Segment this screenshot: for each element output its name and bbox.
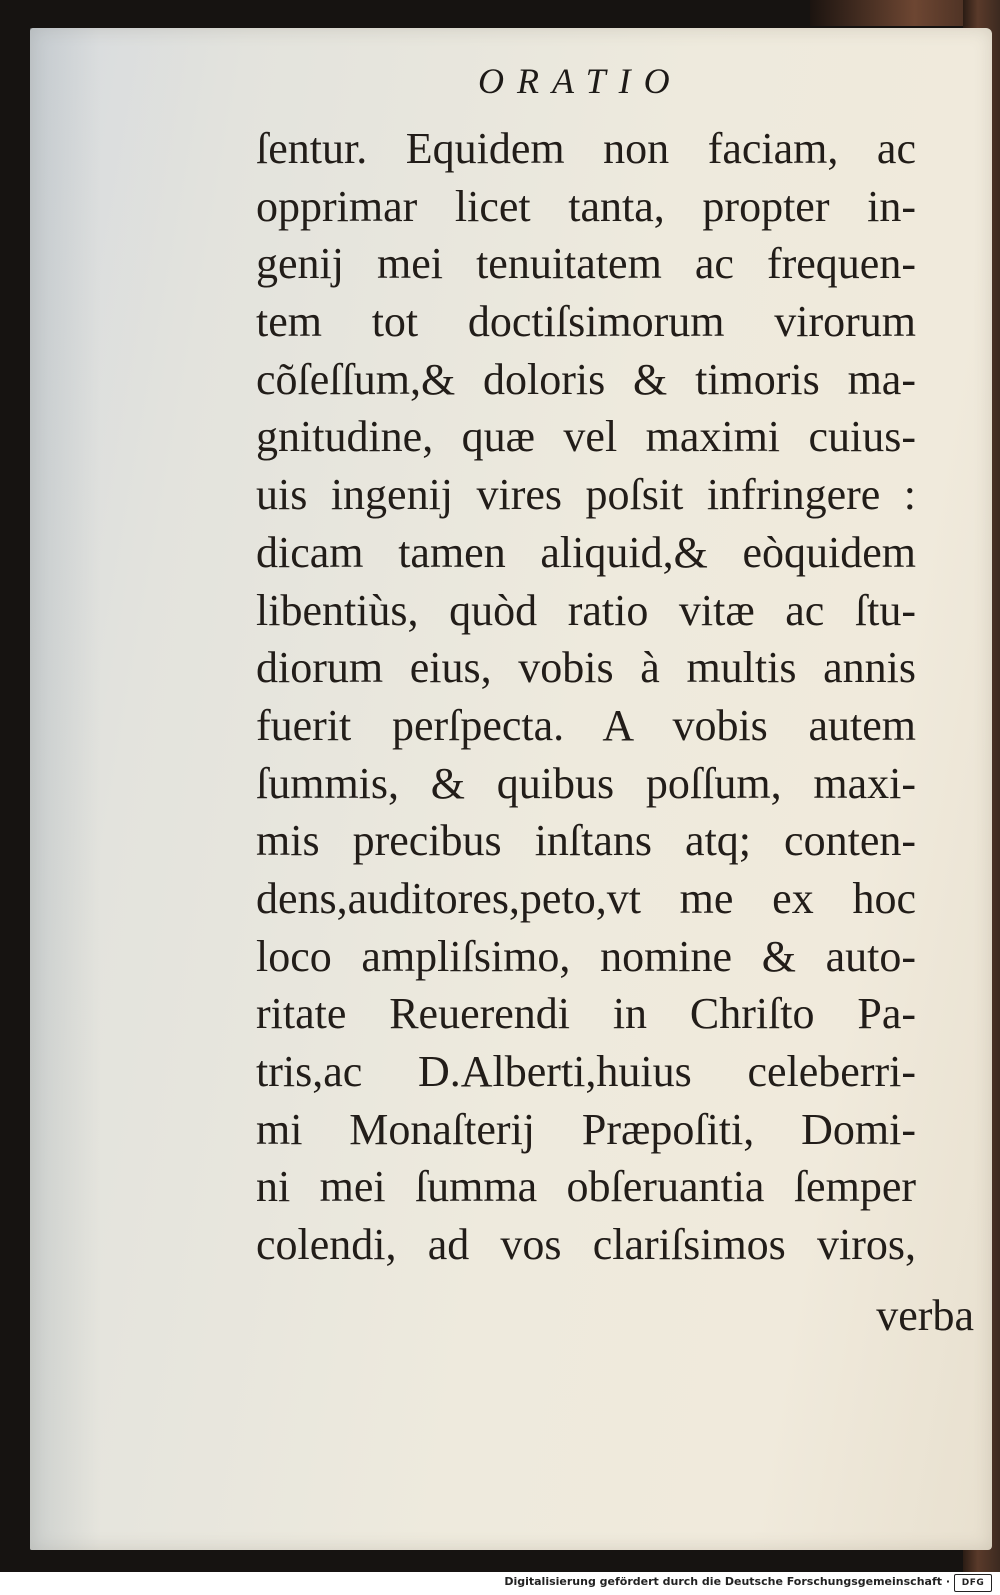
text-line: ni mei ſumma obſeruantia ſemper xyxy=(256,1162,916,1212)
text-line: tem tot doctiſsimorum virorum xyxy=(256,297,916,347)
catchword: verba xyxy=(876,1291,974,1340)
text-line: dicam tamen aliquid,& eòquidem xyxy=(256,527,916,577)
text-line: dens,auditores,peto,vt me ex hoc xyxy=(256,873,916,923)
text-line: tris,ac D.Alberti,huius celeberri- xyxy=(256,1047,916,1096)
text-line: gnitudine, quæ vel maximi cuius- xyxy=(256,412,916,462)
text-line: mi Monaſterij Præpoſiti, Domi- xyxy=(256,1104,916,1154)
dfg-logo-icon xyxy=(954,1574,992,1592)
text-line: ſentur. Equidem non faciam, ac xyxy=(256,124,916,173)
text-line: genij mei tenuitatem ac frequen- xyxy=(256,239,916,289)
text-line: mis precibus inſtans atq; conten- xyxy=(256,816,916,866)
page-body xyxy=(256,120,916,1274)
text-line: diorum eius, vobis à multis annis xyxy=(256,643,916,693)
funding-credit: Digitalisierung gefördert durch die Deutsche Forschungsgemeinschaft · xyxy=(504,1575,950,1588)
text-line: loco ampliſsimo, nomine & auto- xyxy=(256,931,916,981)
text-line: ritate Reuerendi in Chriſto Pa- xyxy=(256,989,916,1039)
text-line: colendi, ad vos clariſsimos viros, xyxy=(256,1220,916,1270)
text-line: opprimar licet tanta, propter in- xyxy=(256,181,916,231)
text-line: libentiùs, quòd ratio vitæ ac ſtu- xyxy=(256,585,916,635)
running-head: ORATIO xyxy=(478,61,683,101)
text-line: cõſeſſum,& doloris & timoris ma- xyxy=(256,354,916,404)
text-line: uis ingenij vires poſsit infringere : xyxy=(256,470,916,520)
digitization-footer xyxy=(0,1572,1000,1595)
dfg-logo-text: DFG xyxy=(961,1578,985,1588)
gutter-shade xyxy=(30,28,100,1550)
text-line: ſummis, & quibus poſſum, maxi- xyxy=(256,758,916,808)
text-line: fuerit perſpecta. A vobis autem xyxy=(256,700,916,750)
